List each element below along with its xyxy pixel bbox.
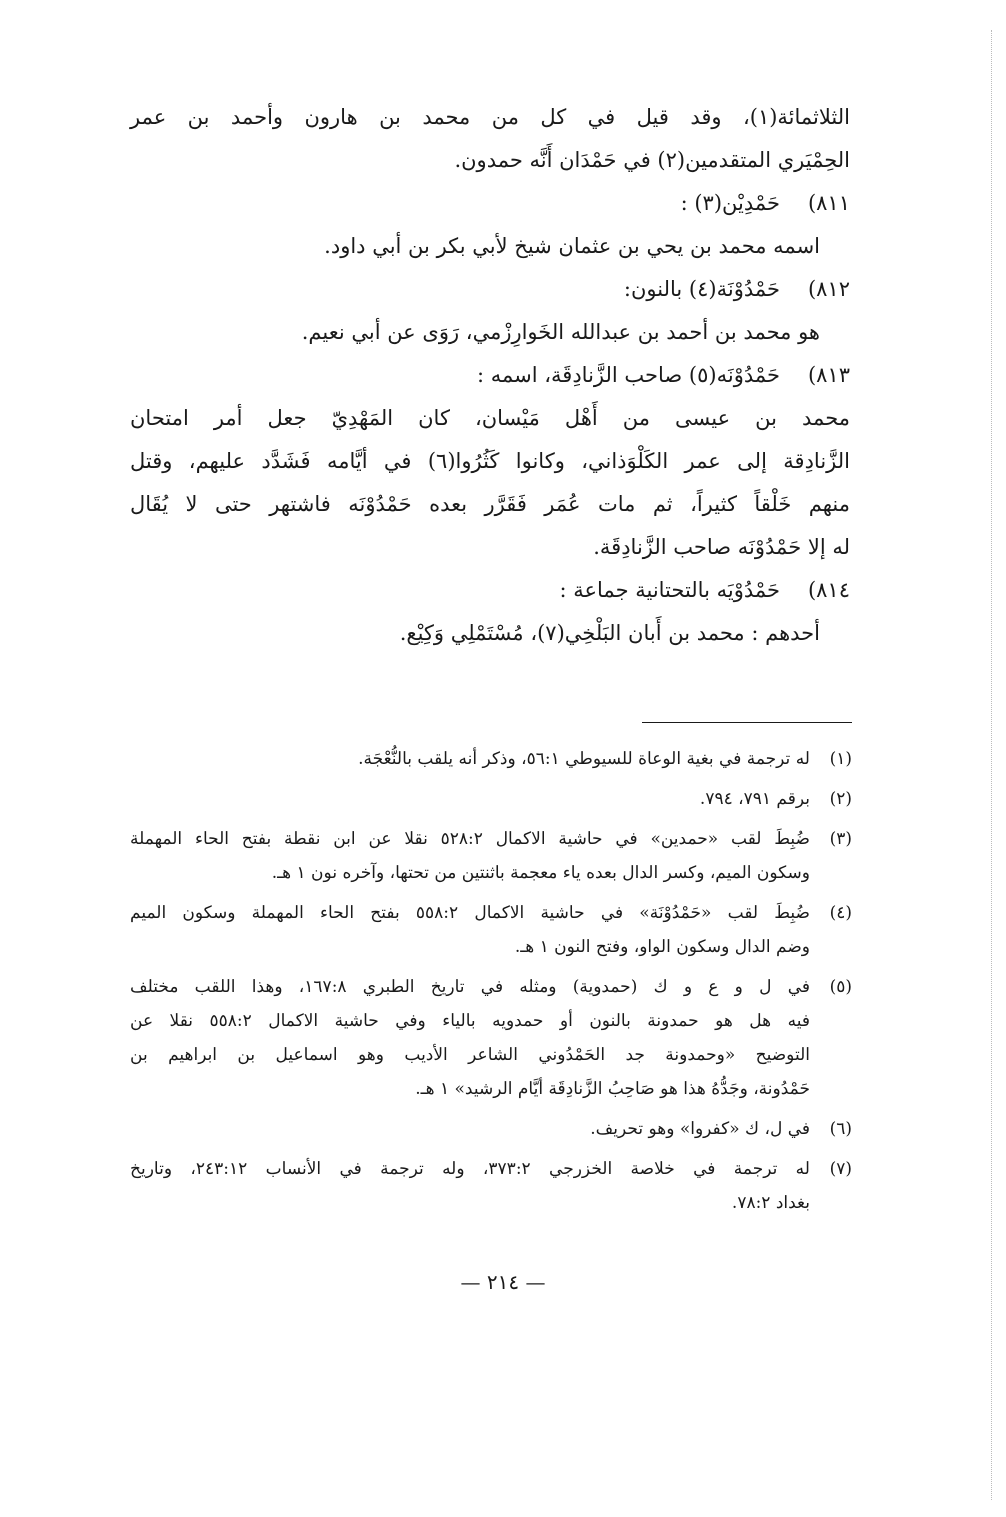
footnote-separator — [642, 722, 852, 723]
intro-line: الحِمْيَري المتقدمين(٢) في حَمْدَان أَنَّه حمدون. — [454, 148, 850, 172]
footnote-line: له ترجمة في خلاصة الخزرجي ٣٧٣:٢، وله ترجمة في الأنساب ٢٤٣:١٢، وتاريخ — [130, 1159, 810, 1179]
footnote-line: التوضيح «وحمدونة جد الحَمْدُوني الشاعر الأديب وهو اسماعيل بن ابراهيم بن — [130, 1045, 810, 1065]
entry-title: حَمْدُوْنَة(٤) بالنون: — [623, 277, 780, 301]
entry-title: حَمْدُوْيَه بالتحتانية جماعة : — [559, 578, 780, 602]
entry-heading — [130, 182, 850, 225]
entry-number: ٨١٣) — [807, 363, 850, 387]
entry-body-line: اسمه محمد بن يحي بن عثمان شيخ لأبي بكر بن أبي داود. — [324, 234, 820, 258]
footnote-line: وضم الدال وسكون الواو، وفتح النون ١ هـ. — [514, 937, 810, 957]
entry-body-line: الزَّنادِقة إلى عمر الكَلْوَذاني، وكانوا كَثُرُوا(٦) في أيَّامه فَشَدَّد عليهم، وقتل — [130, 449, 850, 473]
footnote-line: في ل، ك «كفروا» وهو تحريف. — [590, 1119, 810, 1139]
entry-heading — [130, 268, 850, 311]
footnote-line: وسكون الميم، وكسر الدال بعده ياء معجمة باثنتين من تحتها، وآخره نون ١ هـ. — [271, 863, 810, 883]
entry-body-line: محمد بن عيسى من أَهْل مَيْسان، كان المَهْدِيّ جعل أمر امتحان — [130, 406, 850, 430]
entry-body-line: منهم خَلْقاً كثيراً، ثم مات عُمَر فَقَرَّر بعده حَمْدُوْنَه فاشتهر حتى لا يُقَال — [130, 492, 850, 516]
entry-body-line: له إلا حَمْدُوْنَه صاحب الزَّنادِقَة. — [593, 535, 850, 559]
footnote-number: (٦) — [829, 1119, 852, 1139]
intro-line: الثلاثمائة(١)، وقد قيل في كل من محمد بن هارون وأحمد بن عمر — [130, 105, 850, 129]
footnote — [130, 1112, 852, 1146]
footnote — [130, 782, 852, 816]
footnote-line: في ل و ع و ك (حمدوية) ومثله في تاريخ الطبري ١٦٧:٨، وهذا اللقب مختلف — [130, 977, 810, 997]
footnote-number: (٥) — [829, 977, 852, 997]
footnote — [130, 896, 852, 964]
footnote — [130, 1152, 852, 1220]
footnote-number: (٤) — [829, 903, 852, 923]
footnotes — [130, 742, 852, 1226]
footnote-number: (١) — [829, 749, 852, 769]
entry-body-line: أحدهم : محمد بن أَبان البَلْخِي(٧)، مُسْتَمْلِي وَكِيْع. — [399, 621, 820, 645]
footnote — [130, 970, 852, 1106]
footnote-line: ضُبِطَ لقب «حَمْدُوْنَة» في حاشية الاكمال ٥٥٨:٢ بفتح الحاء المهملة وسكون الميم — [130, 903, 810, 923]
entry-number: ٨١١) — [807, 191, 850, 215]
main-text — [130, 96, 850, 655]
entry-body-line: هو محمد بن أحمد بن عبدالله الخَوارِزْمي، رَوَى عن أبي نعيم. — [301, 320, 820, 344]
page-number: — ٢١٤ — — [460, 1270, 546, 1294]
entry-heading — [130, 354, 850, 397]
footnote-line: برقم ٧٩١، ٧٩٤. — [699, 789, 810, 809]
footnote-line: له ترجمة في بغية الوعاة للسيوطي ٥٦:١، وذكر أنه يلقب بالنُّعْجَة. — [358, 749, 810, 769]
entry-title: حَمْدُوْنَه(٥) صاحب الزَّنادِقَة، اسمه : — [477, 363, 780, 387]
footnote-number: (٧) — [829, 1159, 852, 1179]
footnote-number: (٢) — [829, 789, 852, 809]
entry-number: ٨١٤) — [807, 578, 850, 602]
footnote-line: ضُبِطَ لقب «حمدين» في حاشية الاكمال ٥٢٨:٢ نقلا عن ابن نقطة بفتح الحاء المهملة — [130, 829, 810, 849]
entry-title: حَمْدِيْن(٣) : — [680, 191, 780, 215]
footnote — [130, 822, 852, 890]
footnote — [130, 742, 852, 776]
footnote-number: (٣) — [829, 829, 852, 849]
entry-heading — [130, 569, 850, 612]
footnote-line: فيه هل هو حمدونة بالنون أو حمدويه بالياء وفي حاشية الاكمال ٥٥٨:٢ نقلا عن — [130, 1011, 810, 1031]
footnote-line: حَمْدُونة، وجَدُّهُ هذا هو صَاحِبُ الزَّنادِقَة أيَّام الرشيد» ١ هـ. — [415, 1079, 810, 1099]
footnote-line: بغداد ٧٨:٢. — [731, 1193, 810, 1213]
entry-number: ٨١٢) — [807, 277, 850, 301]
